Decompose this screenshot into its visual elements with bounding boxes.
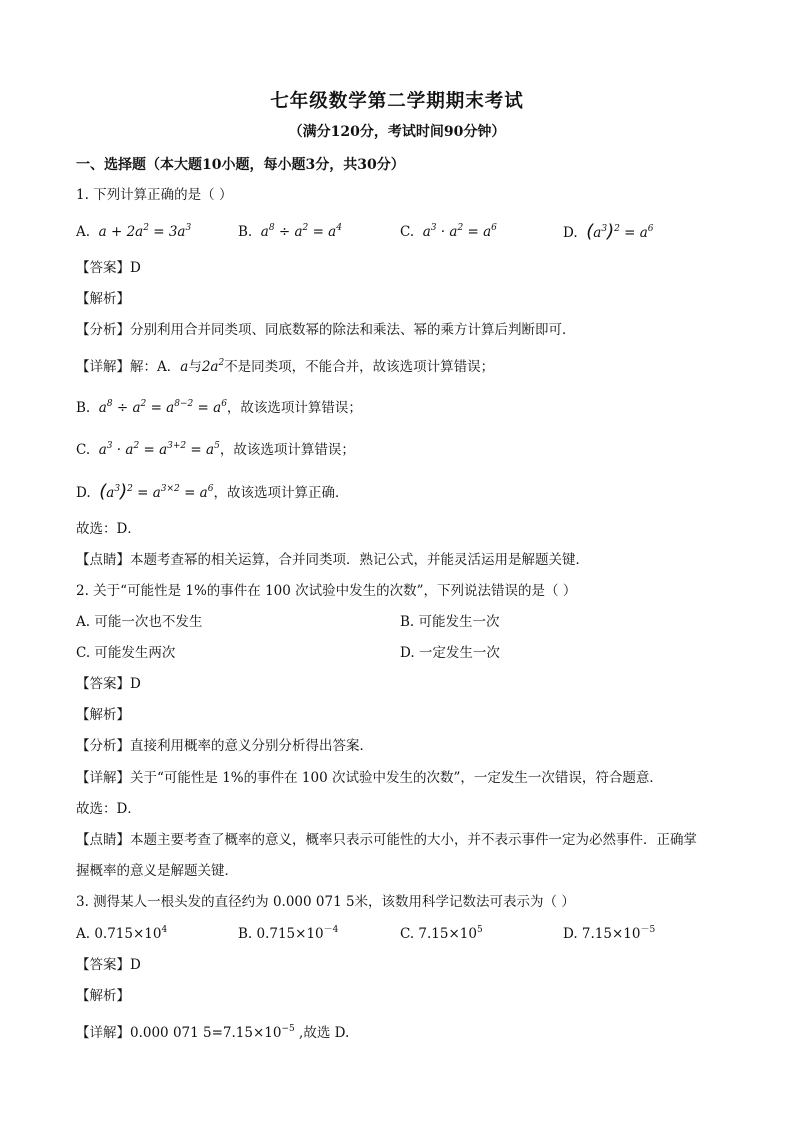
section-heading: 一、选择题（本大题10小题，每小题3分，共30分） [76, 157, 405, 173]
q1-choose: 故选：D． [76, 521, 141, 537]
q1-detail-d-label: D. [76, 485, 91, 501]
q1-stem: 1. 下列计算正确的是（ ） [76, 187, 233, 203]
q1-detail-c-formula: $a^3 \cdot a^2 = a^{3+2} = a^5$ [94, 441, 220, 458]
q1-option-c [400, 222, 497, 242]
q2-jiexi: 【解析】 [76, 707, 130, 723]
q3-answer: 【答案】D [76, 957, 141, 973]
q3-option-a-text: A. 0.715×10 [76, 926, 162, 942]
q2-option-c: C. 可能发生两次 [76, 645, 176, 661]
q3-option-b [238, 924, 338, 944]
q2-choose: 故选：D． [76, 801, 141, 817]
q1-detail-d-formula: $(a^3)^2 = a^{3\times 2} = a^6$ [99, 481, 214, 502]
q3-option-d-exp: －5 [640, 925, 656, 935]
q3-detail [76, 1023, 349, 1043]
q2-detail: 【详解】关于“可能性是 1%的事件在 100 次试验中发生的次数”，一定发生一次错误，符合题意． [76, 770, 663, 786]
q1-detail-b-end: ，故该选项计算错误； [226, 400, 362, 416]
q1-option-d [563, 222, 654, 243]
q3-option-c [400, 924, 483, 944]
q1-detail-d-end: ，故该选项计算正确． [213, 485, 349, 501]
q1-dianjing: 【点睛】本题考查幂的相关运算，合并同类项．熟记公式，并能灵活运用是解题关键． [76, 552, 589, 568]
q1-option-d-label: D. [563, 225, 578, 241]
q1-detail-a-end: 不是同类项，不能合并，故该选项计算错误； [224, 359, 495, 375]
q2-dianjing-line1: 【点睛】本题主要考查了概率的意义，概率只表示可能性的大小，并不表示事件一定为必然事件．正确掌 [76, 832, 697, 848]
q1-option-a [76, 222, 191, 242]
q3-option-a-exp: 4 [161, 925, 168, 935]
q1-detail-a-term2: $2a^2$ [201, 358, 225, 375]
q1-answer: 【答案】D [76, 260, 141, 276]
q1-detail-d [76, 482, 348, 503]
q1-detail-prefix: 【详解】解：A． [76, 359, 181, 375]
q1-option-a-formula: $a + 2a^2 = 3a^3$ [94, 223, 192, 240]
q1-option-a-label: A. [76, 224, 91, 240]
q1-option-b [238, 222, 342, 242]
q1-detail-c [76, 440, 355, 460]
q3-detail-pre: 【详解】0.000 071 5=7.15×10 [76, 1025, 282, 1041]
q1-detail-a-mid: 与 [188, 359, 202, 375]
q1-detail-b [76, 398, 362, 418]
q2-option-a: A. 可能一次也不发生 [76, 614, 203, 630]
q3-stem: 3. 测得某人一根头发的直径约为 0.000 071 5米，该数用科学记数法可表示为（ ） [76, 894, 575, 910]
q3-option-c-text: C. 7.15×10 [400, 926, 477, 942]
q3-detail-exp: −5 [281, 1024, 295, 1034]
q1-option-b-formula: $a^8 \div a^2 = a^4$ [256, 223, 342, 240]
q3-option-b-exp: －4 [323, 925, 339, 935]
q2-analysis: 【分析】直接利用概率的意义分别分析得出答案． [76, 738, 373, 754]
q1-detail-b-formula: $a^8 \div a^2 = a^{8-2} = a^6$ [94, 399, 227, 416]
q3-option-a [76, 924, 167, 944]
q2-stem: 2. 关于“可能性是 1%的事件在 100 次试验中发生的次数”，下列说法错误的是（ ） [76, 583, 577, 599]
q1-detail-b-label: B. [76, 400, 91, 416]
q2-option-b: B. 可能发生一次 [400, 614, 500, 630]
q3-detail-post: ,故选 D. [294, 1025, 350, 1041]
q2-option-d: D. 一定发生一次 [400, 645, 500, 661]
q1-option-b-label: B. [238, 224, 253, 240]
q1-detail-a [76, 357, 494, 377]
exam-info: （满分120分，考试时间90分钟） [288, 124, 506, 140]
q2-answer: 【答案】D [76, 676, 141, 692]
q1-detail-c-end: ，故该选项计算错误； [219, 442, 355, 458]
q1-detail-c-label: C. [76, 442, 91, 458]
q2-dianjing-line2: 握概率的意义是解题关键． [76, 863, 238, 879]
q3-option-d [563, 924, 655, 944]
q3-option-d-text: D. 7.15×10 [563, 926, 641, 942]
q1-detail-a-term1: a [180, 359, 189, 375]
q3-option-b-text: B. 0.715×10 [238, 926, 324, 942]
q3-option-c-exp: 5 [476, 925, 483, 935]
q1-option-d-formula: $(a^3)^2 = a^6$ [586, 221, 654, 242]
q1-jiexi: 【解析】 [76, 291, 130, 307]
q3-jiexi: 【解析】 [76, 988, 130, 1004]
q1-analysis: 【分析】分别利用合并同类项、同底数幂的除法和乘法、幂的乘方计算后判断即可． [76, 322, 576, 338]
q1-option-c-formula: $a^3 \cdot a^2 = a^6$ [418, 223, 497, 240]
q1-option-c-label: C. [400, 224, 415, 240]
page-title: 七年级数学第二学期期末考试 [270, 91, 524, 112]
